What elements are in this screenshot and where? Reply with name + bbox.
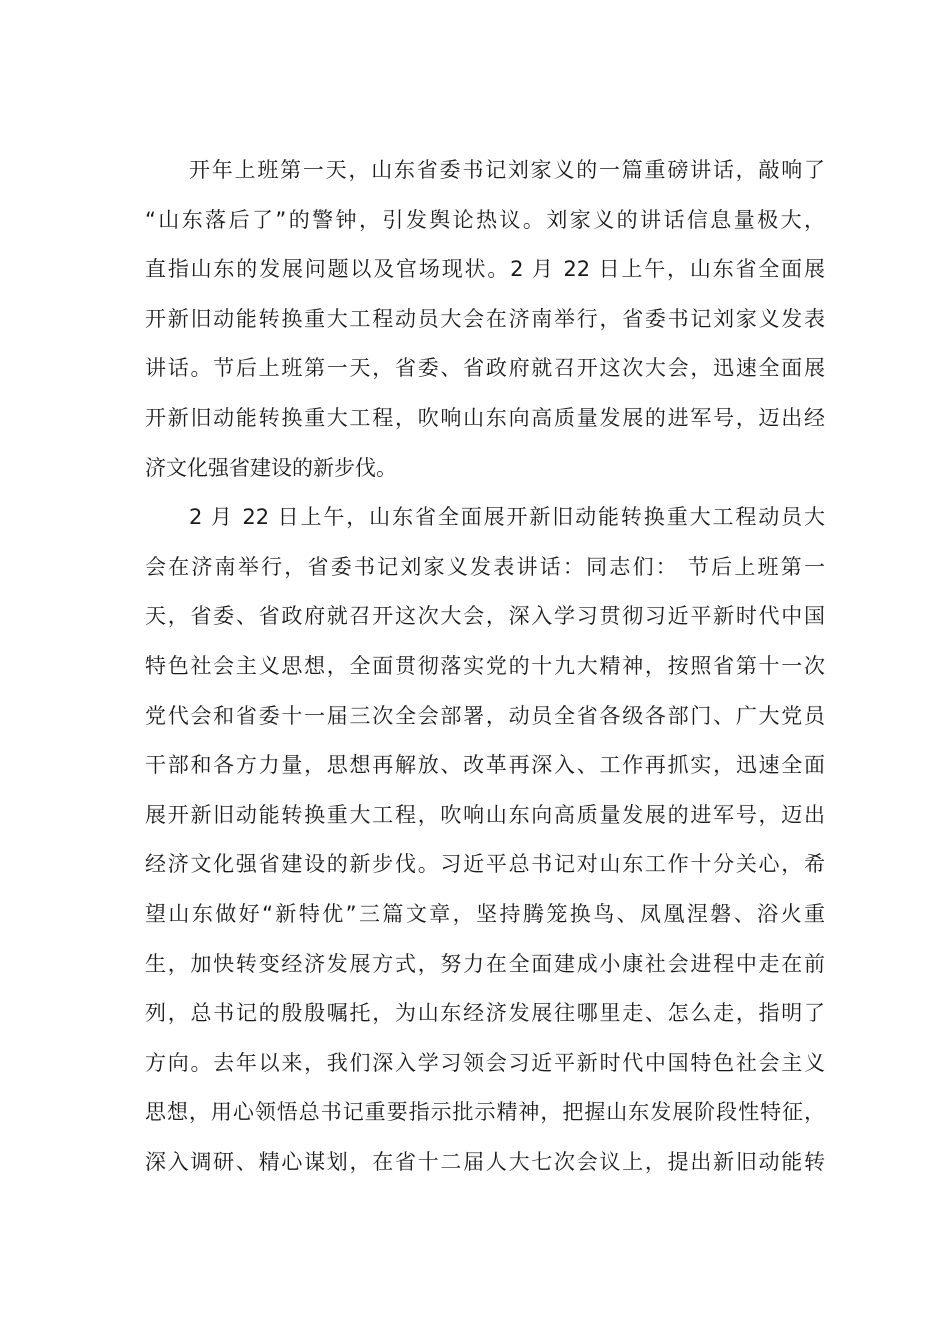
text-line: 济文化强省建设的新步伐。 bbox=[145, 455, 397, 480]
document-body bbox=[145, 146, 825, 1187]
text-line: 展开新旧动能转换重大工程，吹响山东向高质量发展的进军号，迈出 bbox=[145, 802, 825, 827]
text-line: 望山东做好“新特优”三篇文章，坚持腾笼换鸟、凤凰涅磐、浴火重 bbox=[145, 901, 825, 926]
text-line: 特色社会主义思想，全面贯彻落实党的十九大精神，按照省第十一次 bbox=[145, 653, 825, 678]
text-line: 2 月 22 日上午，山东省全面展开新旧动能转换重大工程动员大 bbox=[189, 505, 825, 530]
text-line: 党代会和省委十一届三次全会部署，动员全省各级各部门、广大党员 bbox=[145, 703, 825, 728]
text-line: 天，省委、省政府就召开这次大会，深入学习贯彻习近平新时代中国 bbox=[145, 604, 825, 629]
text-line: 开新旧动能转换重大工程，吹响山东向高质量发展的进军号，迈出经 bbox=[145, 405, 825, 430]
text-line: 开新旧动能转换重大工程动员大会在济南举行，省委书记刘家义发表 bbox=[145, 306, 825, 331]
paragraph-2 bbox=[145, 493, 825, 1187]
text-line: 经济文化强省建设的新步伐。习近平总书记对山东工作十分关心，希 bbox=[145, 852, 825, 877]
text-line: 方向。去年以来，我们深入学习领会习近平新时代中国特色社会主义 bbox=[145, 1050, 825, 1075]
text-line: 深入调研、精心谋划，在省十二届人大七次会议上，提出新旧动能转 bbox=[145, 1149, 825, 1174]
text-line: 干部和各方力量，思想再解放、改革再深入、工作再抓实，迅速全面 bbox=[145, 753, 825, 778]
text-line: 列，总书记的殷殷嘱托，为山东经济发展往哪里走、怎么走，指明了 bbox=[145, 1001, 825, 1026]
text-line: 直指山东的发展问题以及官场现状。2 月 22 日上午，山东省全面展 bbox=[145, 257, 825, 282]
text-line: 讲话。节后上班第一天，省委、省政府就召开这次大会，迅速全面展 bbox=[145, 356, 825, 381]
text-line: 会在济南举行，省委书记刘家义发表讲话：同志们： 节后上班第一 bbox=[145, 554, 825, 579]
paragraph-1 bbox=[145, 146, 825, 493]
text-line: “山东落后了”的警钟，引发舆论热议。刘家义的讲话信息量极大， bbox=[145, 207, 825, 232]
text-line: 思想，用心领悟总书记重要指示批示精神，把握山东发展阶段性特征， bbox=[145, 1100, 825, 1125]
text-line: 开年上班第一天，山东省委书记刘家义的一篇重磅讲话，敲响了 bbox=[189, 158, 825, 182]
text-line: 生，加快转变经济发展方式，努力在全面建成小康社会进程中走在前 bbox=[145, 951, 825, 976]
